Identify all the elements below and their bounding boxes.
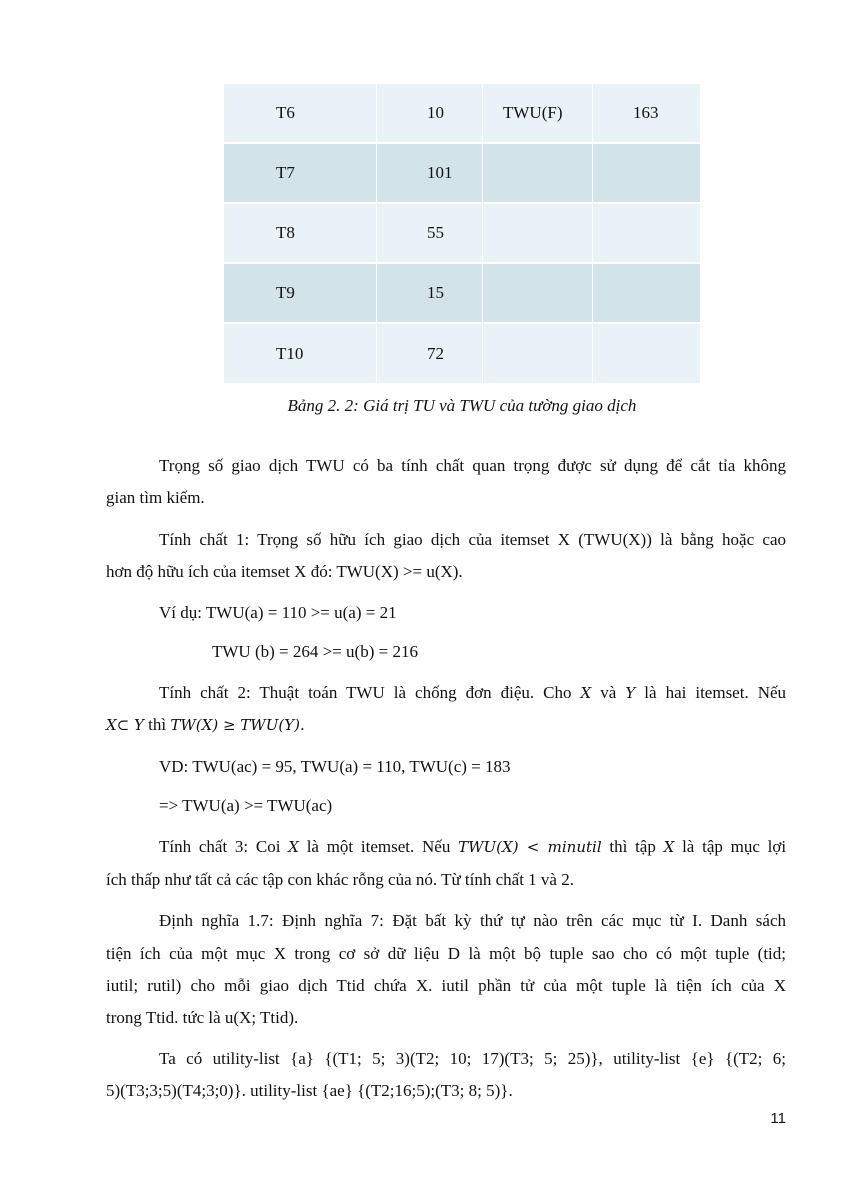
table-cell: [483, 263, 593, 323]
table-cell: [593, 143, 701, 203]
definition-line: iutil; rutil) cho mỗi giao dịch Ttid chứa X. iutil phần tử của một tuple là tiện ích của X: [106, 976, 786, 995]
table-row: [224, 143, 701, 203]
example-line: Ví dụ: TWU(a) = 110 >= u(a) = 21: [159, 603, 397, 622]
text-run: là hai itemset. Nếu: [644, 683, 787, 702]
table-row: [224, 203, 701, 263]
table-cell: 15: [377, 263, 483, 323]
math-variable: X: [288, 838, 299, 856]
table-cell: T7: [224, 143, 377, 203]
twu-table: [223, 82, 701, 383]
text-run: thì: [148, 715, 167, 734]
vd-line: => TWU(a) >= TWU(ac): [159, 796, 333, 815]
property-2-line: [106, 711, 305, 739]
math-expression: TW(X) ≥ TWU(Y).: [170, 716, 305, 734]
table-cell: T8: [224, 203, 377, 263]
paragraph-line: Trọng số giao dịch TWU có ba tính chất quan trọng được sử dụng để cắt tỉa không: [159, 456, 786, 475]
text-run: là tập mục lợi: [682, 837, 787, 856]
table-cell: [593, 323, 701, 383]
table-cell: T6: [224, 83, 377, 143]
table-cell: 101: [377, 143, 483, 203]
table-cell: [593, 263, 701, 323]
table-cell: 10: [377, 83, 483, 143]
utility-list-line: 5)(T3;3;5)(T4;3;0)}. utility-list {ae} {(T2;16;5);(T3; 8; 5)}.: [106, 1081, 513, 1100]
definition-line: Định nghĩa 1.7: Định nghĩa 7: Đặt bất kỳ thứ tự nào trên các mục từ I. Danh sách: [159, 911, 786, 930]
property-2-line: [159, 679, 786, 707]
text-run: Tính chất 2: Thuật toán TWU là chống đơn điệu. Cho: [159, 683, 572, 702]
table-cell: [483, 323, 593, 383]
paragraph-line: gian tìm kiếm.: [106, 488, 205, 507]
table-cell: 55: [377, 203, 483, 263]
math-expression: TWU(X) < minutil: [458, 838, 602, 856]
table-cell: 163: [593, 83, 701, 143]
utility-list-line: Ta có utility-list {a} {(T1; 5; 3)(T2; 10; 17)(T3; 5; 25)}, utility-list {e} {(T2; 6;: [159, 1049, 786, 1068]
table-cell: [483, 203, 593, 263]
table-cell: [483, 143, 593, 203]
math-variable: X: [580, 684, 592, 702]
property-3-line: [159, 833, 786, 861]
table-cell: [593, 203, 701, 263]
math-variable: X: [663, 838, 675, 856]
definition-line: tiện ích của một mục X trong cơ sở dữ liệu D là một bộ tuple sao cho có một tuple (tid;: [106, 944, 786, 963]
math-variable: Y: [625, 684, 636, 702]
text-run: và: [600, 683, 617, 702]
table-cell: 72: [377, 323, 483, 383]
math-expression: X⊂ Y: [106, 716, 144, 734]
table-row: [224, 83, 701, 143]
table-cell: TWU(F): [483, 83, 593, 143]
property-1-line: hơn độ hữu ích của itemset X đó: TWU(X) >= u(X).: [106, 562, 463, 581]
table-row: [224, 323, 701, 383]
table-row: [224, 263, 701, 323]
vd-line: VD: TWU(ac) = 95, TWU(a) = 110, TWU(c) = 183: [159, 757, 511, 776]
property-3-line: ích thấp như tất cả các tập con khác rỗng của nó. Từ tính chất 1 và 2.: [106, 870, 574, 889]
property-1-line: Tính chất 1: Trọng số hữu ích giao dịch của itemset X (TWU(X)) là bằng hoặc cao: [159, 530, 786, 549]
text-run: thì tập: [609, 837, 656, 856]
text-run: Tính chất 3: Coi: [159, 837, 281, 856]
table-cell: T9: [224, 263, 377, 323]
table-cell: T10: [224, 323, 377, 383]
text-run: là một itemset. Nếu: [306, 837, 451, 856]
table-caption: Bảng 2. 2: Giá trị TU và TWU của tường giao dịch: [287, 396, 637, 415]
page-number: 11: [770, 1110, 786, 1127]
example-line: TWU (b) = 264 >= u(b) = 216: [212, 642, 418, 661]
definition-line: trong Ttid. tức là u(X; Ttid).: [106, 1008, 299, 1027]
